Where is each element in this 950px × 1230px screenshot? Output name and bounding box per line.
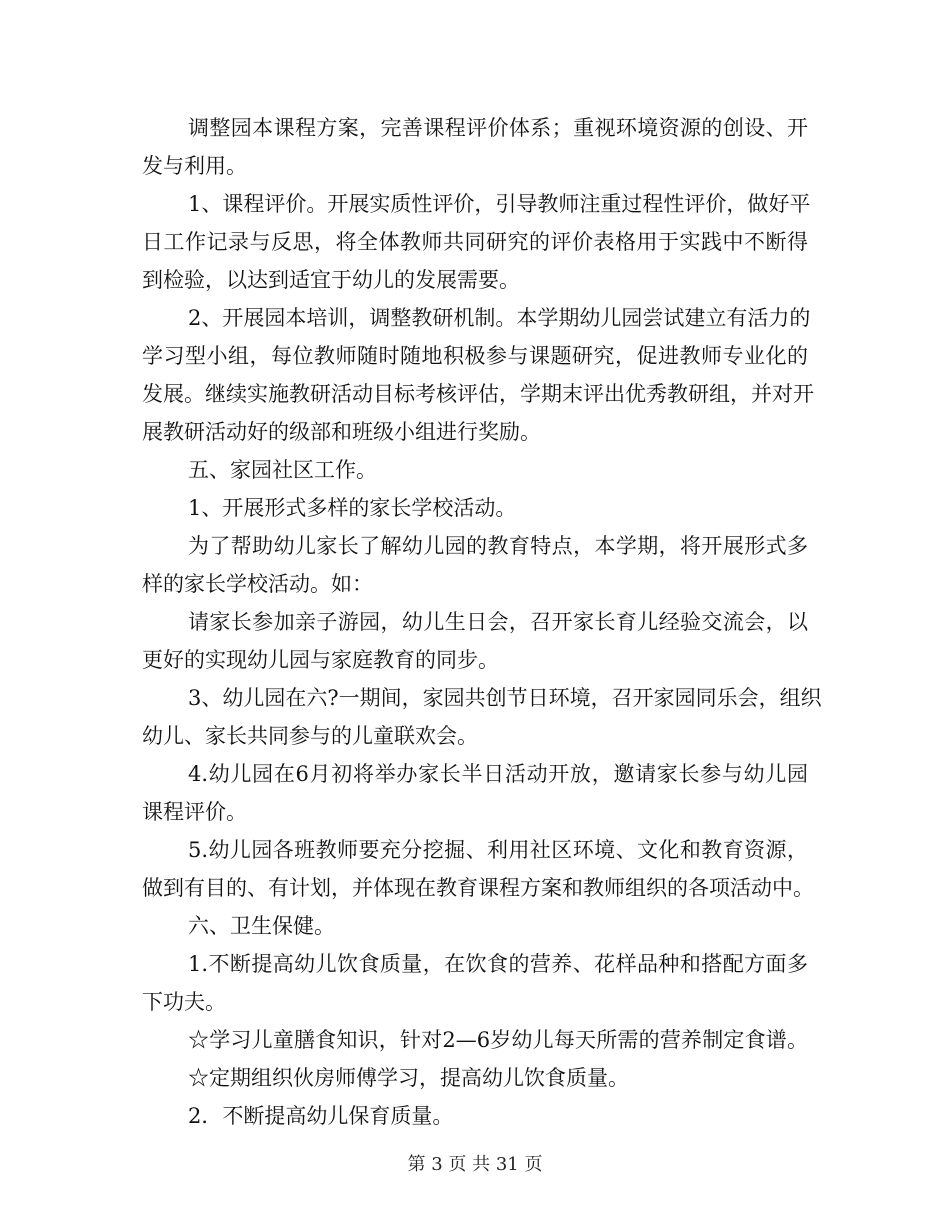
text-line: 1.不断提高幼儿饮食质量，在饮食的营养、花样品种和搭配方面多 — [188, 952, 808, 976]
text-line: ☆定期组织伙房师傅学习，提高幼儿饮食质量。 — [188, 1066, 629, 1090]
text-line: 请家长参加亲子游园，幼儿生日会，召开家长育儿经验交流会，以 — [188, 610, 808, 634]
text-line: 2、开展园本培训，调整教研机制。本学期幼儿园尝试建立有活力的 — [188, 306, 811, 330]
text-line: ☆学习儿童膳食知识，针对2—6岁幼儿每天所需的营养制定食谱。 — [188, 1028, 808, 1052]
text-line: 3、幼儿园在六?一期间，家园共创节日环境，召开家园同乐会，组织 — [188, 686, 822, 710]
text-line: 幼儿、家长共同参与的儿童联欢会。 — [142, 724, 478, 748]
text-line: 为了帮助幼儿家长了解幼儿园的教育特点，本学期，将开展形式多 — [188, 534, 808, 558]
text-line: 5.幼儿园各班教师要充分挖掘、利用社区环境、文化和教育资源， — [188, 838, 808, 862]
text-line: 2．不断提高幼儿保育质量。 — [188, 1104, 454, 1128]
text-line: 调整园本课程方案，完善课程评价体系；重视环境资源的创设、开 — [188, 116, 808, 140]
text-line: 4.幼儿园在6月初将举办家长半日活动开放，邀请家长参与幼儿园 — [188, 762, 808, 786]
text-line: 发展。继续实施教研活动目标考核评估，学期末评出优秀教研组，并对开 — [142, 382, 814, 406]
text-line: 日工作记录与反思，将全体教师共同研究的评价表格用于实践中不断得 — [142, 230, 808, 254]
section-heading: 五、家园社区工作。 — [188, 458, 377, 482]
text-line: 更好的实现幼儿园与家庭教育的同步。 — [142, 648, 499, 672]
text-line: 样的家长学校活动。如： — [142, 572, 373, 596]
text-line: 学习型小组，每位教师随时随地积极参与课题研究，促进教师专业化的 — [142, 344, 808, 368]
text-line: 到检验，以达到适宜于幼儿的发展需要。 — [142, 268, 520, 292]
text-line: 下功夫。 — [142, 990, 226, 1014]
page-number-footer: 第 3 页 共 31 页 — [407, 1154, 543, 1175]
text-line: 1、课程评价。开展实质性评价，引导教师注重过程性评价，做好平 — [188, 192, 811, 216]
text-line: 做到有目的、有计划，并体现在教育课程方案和教师组织的各项活动中。 — [142, 876, 814, 900]
text-line: 课程评价。 — [142, 800, 247, 824]
text-line: 1、开展形式多样的家长学校活动。 — [188, 496, 517, 520]
text-line: 展教研活动好的级部和班级小组进行奖励。 — [142, 420, 541, 444]
text-line: 发与利用。 — [142, 154, 247, 178]
section-heading: 六、卫生保健。 — [188, 914, 335, 938]
